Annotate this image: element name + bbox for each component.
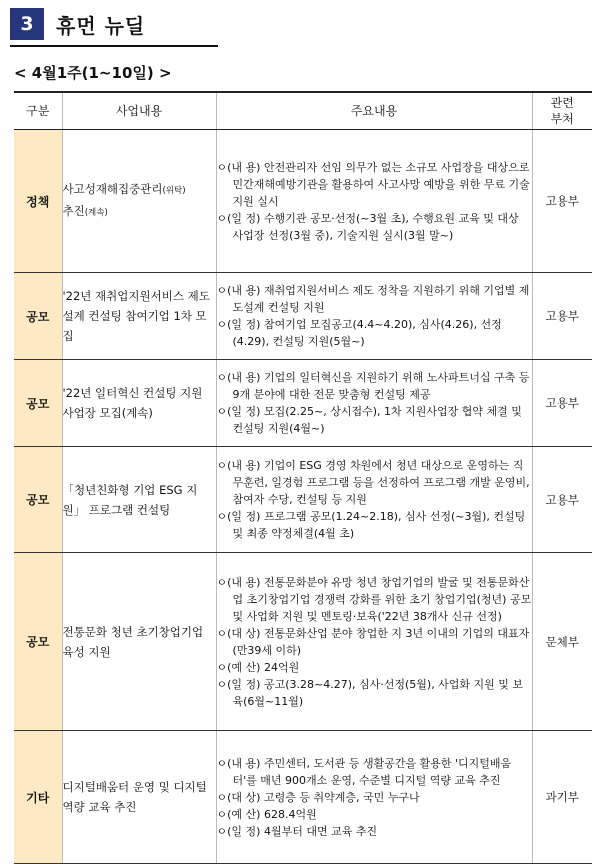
row-project: 사고성재해집중관리(위탁) 추진(계속) xyxy=(62,130,216,273)
content-item: ㅇ(내 용) 안전관리자 선임 의무가 없는 소규모 사업장을 대상으로 민간재해예방기관을 활용하여 사고사망 예방을 위한 무료 기술지원 실시 xyxy=(216,160,530,208)
row-category: 정책 xyxy=(14,130,62,273)
content-item: ㅇ(일 정) 프로그램 공모(1.24~2.18), 심사 선정(~3월), 컨설팅 및 최종 약정체결(4월 초) xyxy=(216,510,526,540)
week-label: < 4월1주(1~10일) > xyxy=(14,64,172,82)
row-category: 공모 xyxy=(14,360,62,447)
content-item: ㅇ(예 산) 628.4억원 xyxy=(216,807,317,821)
row-project: '22년 재취업지원서비스 제도설계 컨설팅 참여기업 1차 모집 xyxy=(62,273,216,360)
content-item: ㅇ(대 상) 고령층 등 취약계층, 국민 누구나 xyxy=(216,790,420,804)
row-project: '22년 일터혁신 컨설팅 지원 사업장 모집(계속) xyxy=(62,360,216,447)
content-item: ㅇ(일 정) 4월부터 대면 교육 추진 xyxy=(216,824,378,838)
content-item: ㅇ(예 산) 24억원 xyxy=(216,660,300,674)
header-content: 주요내용 xyxy=(216,92,532,130)
table-row xyxy=(14,447,592,553)
table-row xyxy=(14,731,592,864)
content-item: ㅇ(내 용) 기업이 ESG 경영 차원에서 청년 대상으로 운영하는 직무훈련, 일경험 프로그램 등을 선정하여 프로그램 개발 운영비, 참여자 수당, 컨설팅 등 지원 xyxy=(216,459,530,506)
row-content xyxy=(216,553,532,731)
content-item: ㅇ(대 상) 전통문화산업 분야 창업한 지 3년 이내의 기업의 대표자(만39세 이하) xyxy=(216,626,530,657)
row-dept: 과기부 xyxy=(532,731,592,864)
row-category: 공모 xyxy=(14,273,62,360)
row-dept: 고용부 xyxy=(532,360,592,447)
table-row xyxy=(14,130,592,273)
section-header xyxy=(10,8,218,46)
header-dept: 관련 부처 xyxy=(532,92,592,130)
row-project: 「청년친화형 기업 ESG 지원」 프로그램 컨설팅 xyxy=(62,447,216,553)
row-project: 디지털배움터 운영 및 디지털 역량 교육 추진 xyxy=(62,731,216,864)
row-content xyxy=(216,360,532,447)
table-row xyxy=(14,553,592,731)
row-dept: 문체부 xyxy=(532,553,592,731)
content-item: ㅇ(일 정) 모집(2.25~, 상시접수), 1차 지원사업장 협약 체결 및 컨설팅 지원(4월~) xyxy=(216,405,522,435)
section-underline xyxy=(10,45,218,47)
header-category: 구분 xyxy=(14,92,62,130)
row-content xyxy=(216,130,532,273)
row-content xyxy=(216,447,532,553)
content-item: ㅇ(일 정) 참여기업 모집공고(4.4~4.20), 심사(4.26), 선정(4.29), 컨설팅 지원(5월~) xyxy=(216,318,502,348)
row-dept: 고용부 xyxy=(532,273,592,360)
section-number: 3 xyxy=(10,8,44,40)
content-item: ㅇ(내 용) 전통문화분야 유망 청년 창업기업의 발굴 및 전통문화산업 초기창업기업 경쟁력 강화를 위한 초기 창업기업(청년) 공모 및 사업화 지원 및 멘토링·보육('22년 38개사 신규 선정) xyxy=(216,575,532,623)
content-item: ㅇ(내 용) 재취업지원서비스 제도 정착을 지원하기 위해 기업별 제도설계 컨설팅 지원 xyxy=(216,284,530,314)
header-project: 사업내용 xyxy=(62,92,216,130)
row-category: 공모 xyxy=(14,553,62,731)
row-project: 전통문화 청년 초기창업기업 육성 지원 xyxy=(62,553,216,731)
content-item: ㅇ(일 정) 공고(3.28~4.27), 심사·선정(5월), 사업화 지원 및 보육(6월~11월) xyxy=(216,677,524,708)
table-row xyxy=(14,360,592,447)
row-category: 공모 xyxy=(14,447,62,553)
content-item: ㅇ(내 용) 기업의 일터혁신을 지원하기 위해 노사파트너십 구축 등 9개 분야에 대한 전문 맞춤형 컨설팅 제공 xyxy=(216,371,530,401)
row-content xyxy=(216,273,532,360)
content-item: ㅇ(일 정) 수행기관 공모·선정(~3월 초), 수행요원 교육 및 대상 사업장 선정(3월 중), 기술지원 실시(3월 말~) xyxy=(216,211,519,242)
row-dept: 고용부 xyxy=(532,130,592,273)
row-content xyxy=(216,731,532,864)
row-category: 기타 xyxy=(14,731,62,864)
table-header-row xyxy=(14,92,592,130)
schedule-table xyxy=(14,91,592,864)
section-title: 휴먼 뉴딜 xyxy=(56,14,146,38)
content-item: ㅇ(내 용) 주민센터, 도서관 등 생활공간을 활용한 '디지털배움터'를 매년 900개소 운영, 수준별 디지털 역량 교육 추진 xyxy=(216,756,512,787)
table-row xyxy=(14,273,592,360)
row-dept: 고용부 xyxy=(532,447,592,553)
